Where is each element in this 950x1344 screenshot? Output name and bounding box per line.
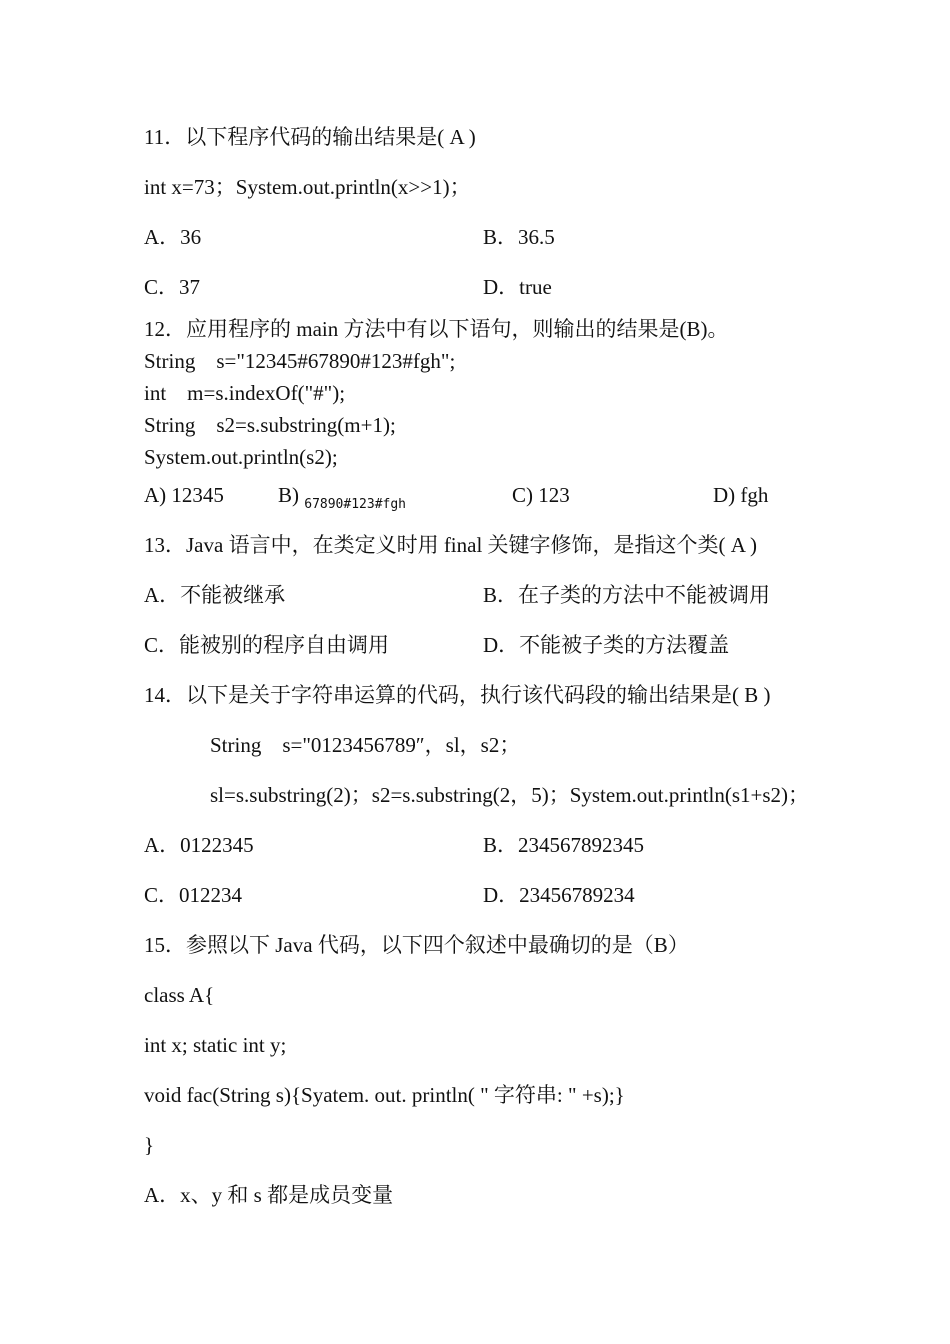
q13-question: 13．Java 语言中，在类定义时用 final 关键字修饰，是指这个类( A ) xyxy=(144,533,758,557)
q11-code: int x=73；System.out.println(x>>1)； xyxy=(144,175,471,199)
q14-option-a: A．0122345 xyxy=(144,833,254,857)
q15-code-line: int x; static int y; xyxy=(144,1033,287,1057)
q12-code-line: System.out.println(s2); xyxy=(144,445,338,469)
q12-code-line: String s2=s.substring(m+1); xyxy=(144,413,396,437)
q15-code-line: class A{ xyxy=(144,983,215,1007)
q14-option-d: D．23456789234 xyxy=(483,883,635,907)
q12-option-b-label: B) xyxy=(278,483,299,507)
q14-code-line: String s="0123456789″，sl，s2； xyxy=(210,733,521,757)
q15-question: 15．参照以下 Java 代码，以下四个叙述中最确切的是（B） xyxy=(144,933,689,957)
q15-code-line: } xyxy=(144,1133,155,1157)
q11-option-d: D．true xyxy=(483,275,552,299)
q12-code-line: String s="12345#67890#123#fgh"; xyxy=(144,349,456,373)
q12-option-a: A) 12345 xyxy=(144,483,224,507)
q14-question: 14．以下是关于字符串运算的代码，执行该代码段的输出结果是( B ) xyxy=(144,683,771,707)
q12-option-c: C) 123 xyxy=(512,483,570,507)
q12-code-line: int m=s.indexOf("#"); xyxy=(144,381,346,405)
q11-option-b: B．36.5 xyxy=(483,225,555,249)
q12-option-b-value: 67890#123#fgh xyxy=(304,497,406,512)
q13-option-d: D．不能被子类的方法覆盖 xyxy=(483,633,730,657)
q14-code-line: sl=s.substring(2)；s2=s.substring(2，5)；System.out.println(s1+s2)； xyxy=(210,783,810,807)
q11-option-c: C．37 xyxy=(144,275,201,299)
q15-code-line: void fac(String s){Syatem. out. println( " 字符串: " +s);} xyxy=(144,1083,625,1107)
q13-option-c: C．能被别的程序自由调用 xyxy=(144,633,390,657)
q11-option-a: A．36 xyxy=(144,225,202,249)
q13-option-a: A．不能被继承 xyxy=(144,583,286,607)
q12-option-d: D) fgh xyxy=(713,483,769,507)
q15-option-a: A．x、y 和 s 都是成员变量 xyxy=(144,1183,394,1207)
q14-option-b: B．234567892345 xyxy=(483,833,645,857)
q12-option-b xyxy=(278,482,406,512)
q12-question: 12．应用程序的 main 方法中有以下语句，则输出的结果是(B)。 xyxy=(144,317,729,341)
q13-option-b: B．在子类的方法中不能被调用 xyxy=(483,583,771,607)
q11-question: 11．以下程序代码的输出结果是( A ) xyxy=(144,125,476,149)
q14-option-c: C．012234 xyxy=(144,883,243,907)
